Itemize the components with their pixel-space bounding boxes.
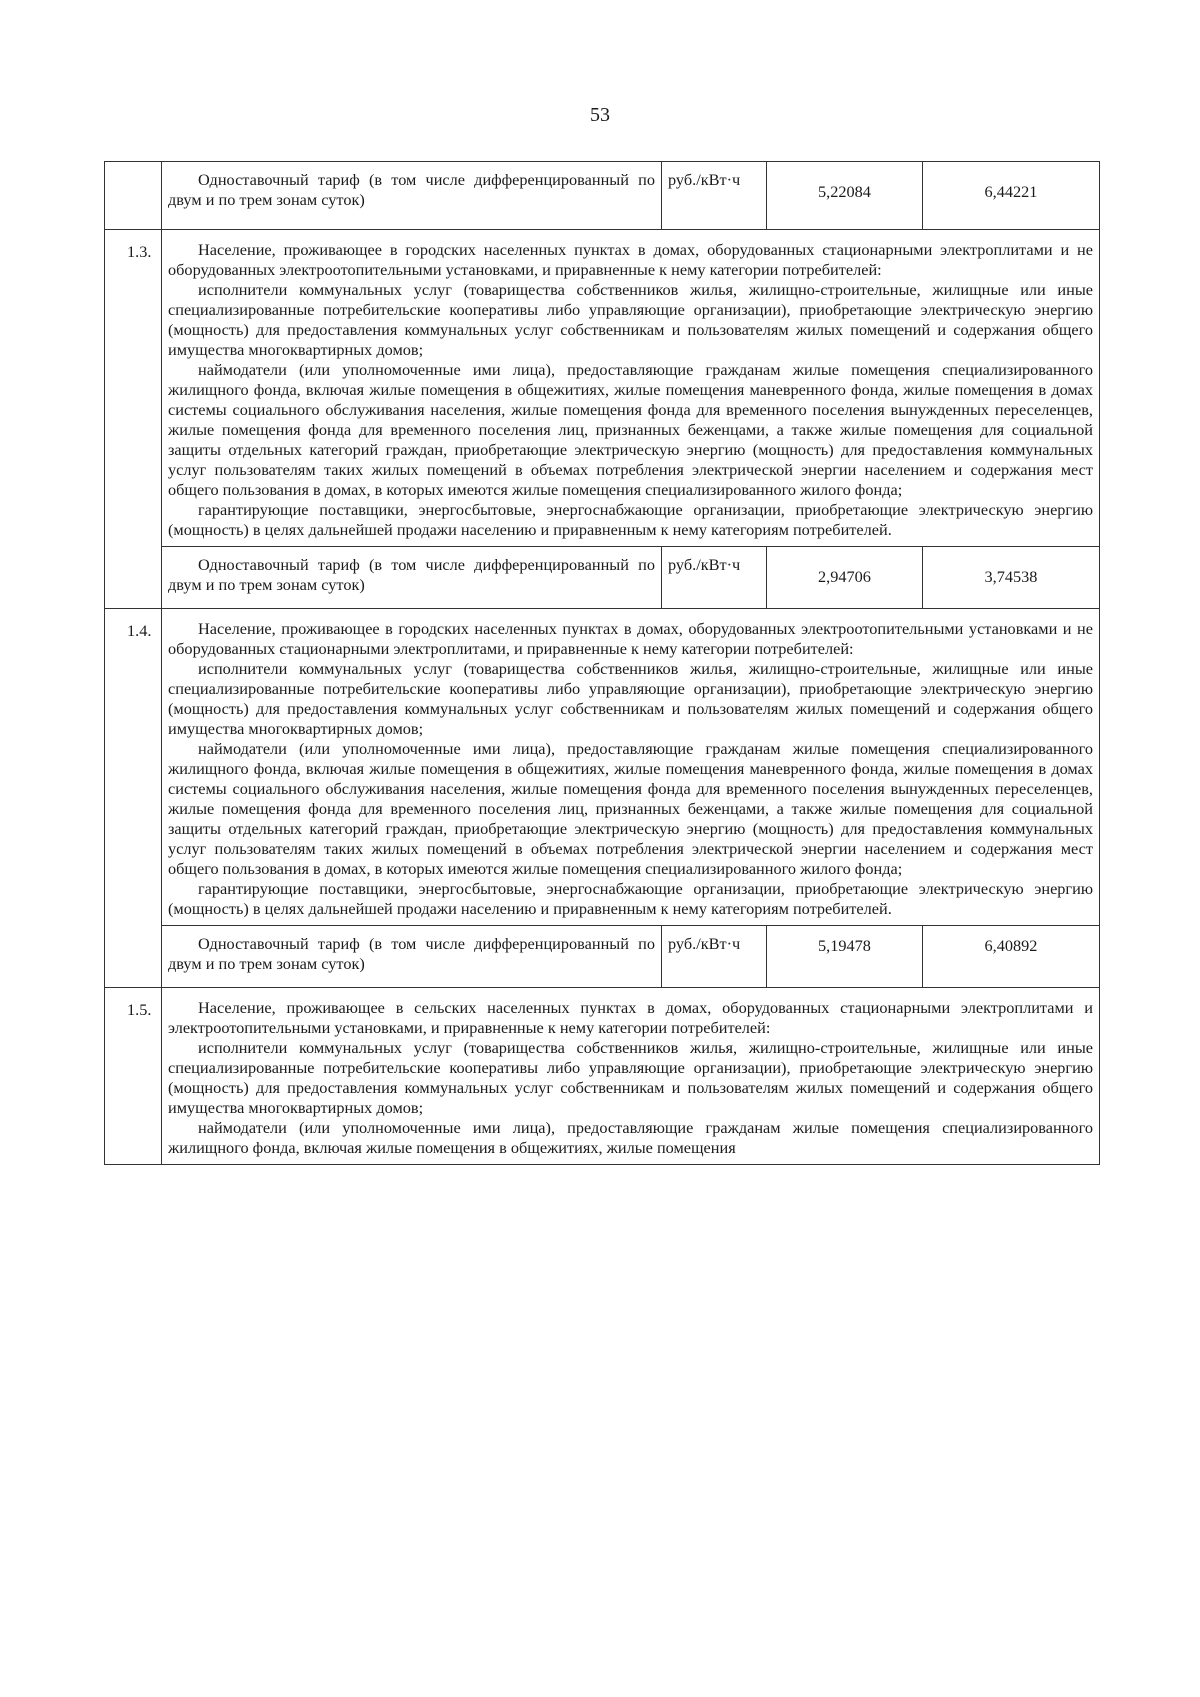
tariff-value-2: 6,40892 (923, 926, 1100, 988)
section-description (162, 230, 1100, 547)
tariff-value-2: 6,44221 (923, 162, 1100, 230)
paragraph: Население, проживающее в сельских населенных пунктах в домах, оборудованных стационарными электроплитами и электроотопительными установками, и приравненные к нему категории потребителей: (168, 998, 1093, 1037)
unit-cell: руб./кВт·ч (662, 162, 767, 230)
tariff-value-1: 5,19478 (767, 926, 923, 988)
table-row (105, 926, 1100, 988)
tariff-value-2: 3,74538 (923, 547, 1100, 609)
paragraph: исполнители коммунальных услуг (товарищества собственников жилья, жилищно-строительные, жилищные или иные специализированные потребительские кооперативы либо управляющие организации), приобретающие электрическую энергию (мощность) для предоставления коммунальных услуг собственникам и пользователям жилых помещений и содержания общего имущества многоквартирных домов; (168, 280, 1093, 359)
tariff-label: Одноставочный тариф (в том числе дифференцированный по двум и по трем зонам суток) (162, 162, 662, 230)
tariff-label: Одноставочный тариф (в том числе дифференцированный по двум и по трем зонам суток) (162, 547, 662, 609)
section-description (162, 988, 1100, 1165)
unit-cell: руб./кВт·ч (662, 926, 767, 988)
table-row (105, 988, 1100, 1165)
paragraph: наймодатели (или уполномоченные ими лица), предоставляющие гражданам жилые помещения специализированного жилищного фонда, включая жилые помещения в общежитиях, жилые помещения (168, 1118, 1093, 1157)
paragraph: гарантирующие поставщики, энергосбытовые, энергоснабжающие организации, приобретающие электрическую энергию (мощность) в целях дальнейшей продажи населению и приравненным к нему категориям потребителей. (168, 500, 1093, 539)
paragraph: наймодатели (или уполномоченные ими лица), предоставляющие гражданам жилые помещения специализированного жилищного фонда, включая жилые помещения в общежитиях, жилые помещения маневренного фонда, жилые помещения в домах системы социального обслуживания населения, жилые помещения фонда для временного поселения вынужденных переселенцев, жилые помещения фонда для временного поселения лиц, признанных беженцами, а также жилые помещения для социальной защиты отдельных категорий граждан, приобретающие электрическую энергию (мощность) для предоставления коммунальных услуг пользователям таких жилых помещений в объемах потребления электрической энергии населением и содержания мест общего пользования в домах, в которых имеются жилые помещения специализированного жилого фонда; (168, 739, 1093, 878)
tariff-value-1: 5,22084 (767, 162, 923, 230)
table-row (105, 162, 1100, 230)
row-number-cell (105, 162, 162, 230)
tariff-label: Одноставочный тариф (в том числе дифференцированный по двум и по трем зонам суток) (162, 926, 662, 988)
section-number: 1.5. (105, 988, 162, 1165)
section-description (162, 609, 1100, 926)
table-row (105, 230, 1100, 547)
section-number: 1.3. (105, 230, 162, 609)
paragraph: исполнители коммунальных услуг (товарищества собственников жилья, жилищно-строительные, жилищные или иные специализированные потребительские кооперативы либо управляющие организации), приобретающие электрическую энергию (мощность) для предоставления коммунальных услуг собственникам и пользователям жилых помещений и содержания общего имущества многоквартирных домов; (168, 659, 1093, 738)
paragraph: Население, проживающее в городских населенных пунктах в домах, оборудованных электроотопительными установками и не оборудованных стационарными электроплитами, и приравненные к нему категории потребителей: (168, 619, 1093, 658)
tariff-table (104, 161, 1100, 1165)
paragraph: наймодатели (или уполномоченные ими лица), предоставляющие гражданам жилые помещения специализированного жилищного фонда, включая жилые помещения в общежитиях, жилые помещения маневренного фонда, жилые помещения в домах системы социального обслуживания населения, жилые помещения фонда для временного поселения вынужденных переселенцев, жилые помещения фонда для временного поселения лиц, признанных беженцами, а также жилые помещения для социальной защиты отдельных категорий граждан, приобретающие электрическую энергию (мощность) для предоставления коммунальных услуг пользователям таких жилых помещений в объемах потребления электрической энергии населением и содержания мест общего пользования в домах, в которых имеются жилые помещения специализированного жилого фонда; (168, 360, 1093, 499)
tariff-value-1: 2,94706 (767, 547, 923, 609)
page-number: 53 (590, 104, 610, 126)
section-number: 1.4. (105, 609, 162, 988)
table-row (105, 547, 1100, 609)
unit-cell: руб./кВт·ч (662, 547, 767, 609)
paragraph: Население, проживающее в городских населенных пунктах в домах, оборудованных стационарными электроплитами и не оборудованных электроотопительными установками, и приравненные к нему категории потребителей: (168, 240, 1093, 279)
paragraph: исполнители коммунальных услуг (товарищества собственников жилья, жилищно-строительные, жилищные или иные специализированные потребительские кооперативы либо управляющие организации), приобретающие электрическую энергию (мощность) для предоставления коммунальных услуг собственникам и пользователям жилых помещений и содержания общего имущества многоквартирных домов; (168, 1038, 1093, 1117)
table-row (105, 609, 1100, 926)
paragraph: гарантирующие поставщики, энергосбытовые, энергоснабжающие организации, приобретающие электрическую энергию (мощность) в целях дальнейшей продажи населению и приравненным к нему категориям потребителей. (168, 879, 1093, 918)
